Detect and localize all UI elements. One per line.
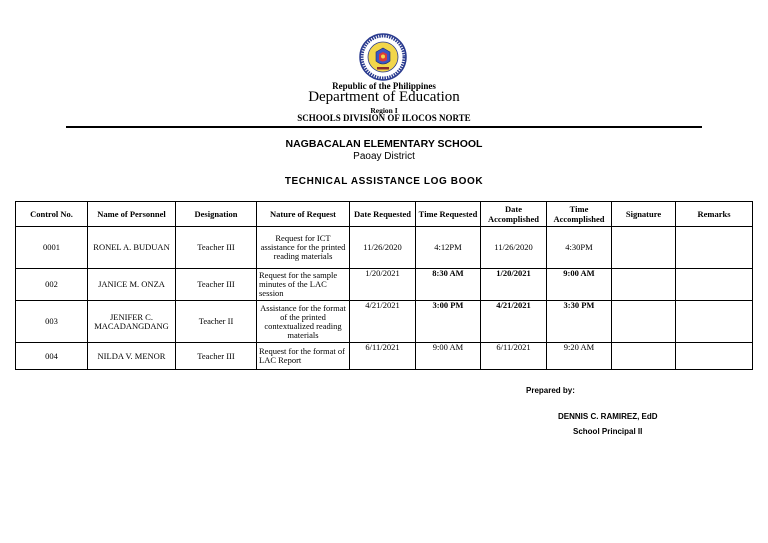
column-header: Nature of Request	[257, 202, 350, 227]
time-accomplished-cell: 3:30 PM	[547, 301, 612, 343]
column-header: Name of Personnel	[88, 202, 176, 227]
region-heading: Region I	[370, 106, 398, 115]
control-cell: 002	[16, 269, 88, 301]
table-row	[16, 269, 753, 301]
date-requested-cell: 4/21/2021	[350, 301, 416, 343]
column-header: Time Requested	[416, 202, 481, 227]
designation-cell: Teacher II	[176, 301, 257, 343]
school-name: NAGBACALAN ELEMENTARY SCHOOL	[285, 138, 483, 150]
log-table	[15, 201, 753, 370]
column-header: Time Accomplished	[547, 202, 612, 227]
table-header-row	[16, 202, 753, 227]
remarks-cell	[676, 269, 753, 301]
date-accomplished-cell: 4/21/2021	[481, 301, 547, 343]
name-cell: JANICE M. ONZA	[88, 269, 176, 301]
designation-cell: Teacher III	[176, 227, 257, 269]
control-cell: 004	[16, 343, 88, 370]
deped-seal-icon	[359, 33, 407, 81]
remarks-cell	[676, 301, 753, 343]
nature-cell: Request for the sample minutes of the LAC session	[257, 269, 350, 301]
nature-cell: Request for the format of LAC Report	[257, 343, 350, 370]
republic-heading: Republic of the Philippines	[332, 81, 436, 91]
column-header: Remarks	[676, 202, 753, 227]
signatory-title: School Principal II	[573, 427, 643, 436]
division-heading: SCHOOLS DIVISION OF ILOCOS NORTE	[297, 113, 471, 123]
control-cell: 0001	[16, 227, 88, 269]
control-cell: 003	[16, 301, 88, 343]
date-accomplished-cell: 1/20/2021	[481, 269, 547, 301]
table-row	[16, 301, 753, 343]
date-accomplished-cell: 11/26/2020	[481, 227, 547, 269]
date-accomplished-cell: 6/11/2021	[481, 343, 547, 370]
time-requested-cell: 8:30 AM	[416, 269, 481, 301]
time-requested-cell: 9:00 AM	[416, 343, 481, 370]
column-header: Date Requested	[350, 202, 416, 227]
time-requested-cell: 4:12PM	[416, 227, 481, 269]
document-title: TECHNICAL ASSISTANCE LOG BOOK	[284, 176, 484, 187]
table-row	[16, 227, 753, 269]
column-header: Signature	[612, 202, 676, 227]
date-requested-cell: 11/26/2020	[350, 227, 416, 269]
designation-cell: Teacher III	[176, 269, 257, 301]
signature-cell	[612, 269, 676, 301]
time-accomplished-cell: 4:30PM	[547, 227, 612, 269]
table-row	[16, 343, 753, 370]
date-requested-cell: 6/11/2021	[350, 343, 416, 370]
time-accomplished-cell: 9:20 AM	[547, 343, 612, 370]
time-accomplished-cell: 9:00 AM	[547, 269, 612, 301]
signature-cell	[612, 343, 676, 370]
time-requested-cell: 3:00 PM	[416, 301, 481, 343]
designation-cell: Teacher III	[176, 343, 257, 370]
signature-cell	[612, 301, 676, 343]
signatory-name: DENNIS C. RAMIREZ, EdD	[558, 412, 658, 421]
remarks-cell	[676, 343, 753, 370]
department-heading: Department of Education	[308, 89, 460, 105]
column-header: Control No.	[16, 202, 88, 227]
nature-cell: Assistance for the format of the printed contextualized reading materials	[257, 301, 350, 343]
header-divider	[66, 126, 702, 128]
column-header: Designation	[176, 202, 257, 227]
remarks-cell	[676, 227, 753, 269]
name-cell: JENIFER C. MACADANGDANG	[88, 301, 176, 343]
date-requested-cell: 1/20/2021	[350, 269, 416, 301]
nature-cell: Request for ICT assistance for the printed reading materials	[257, 227, 350, 269]
column-header: Date Accomplished	[481, 202, 547, 227]
school-district: Paoay District	[353, 151, 415, 162]
signature-cell	[612, 227, 676, 269]
name-cell: NILDA V. MENOR	[88, 343, 176, 370]
name-cell: RONEL A. BUDUAN	[88, 227, 176, 269]
prepared-by-label: Prepared by:	[526, 386, 575, 395]
